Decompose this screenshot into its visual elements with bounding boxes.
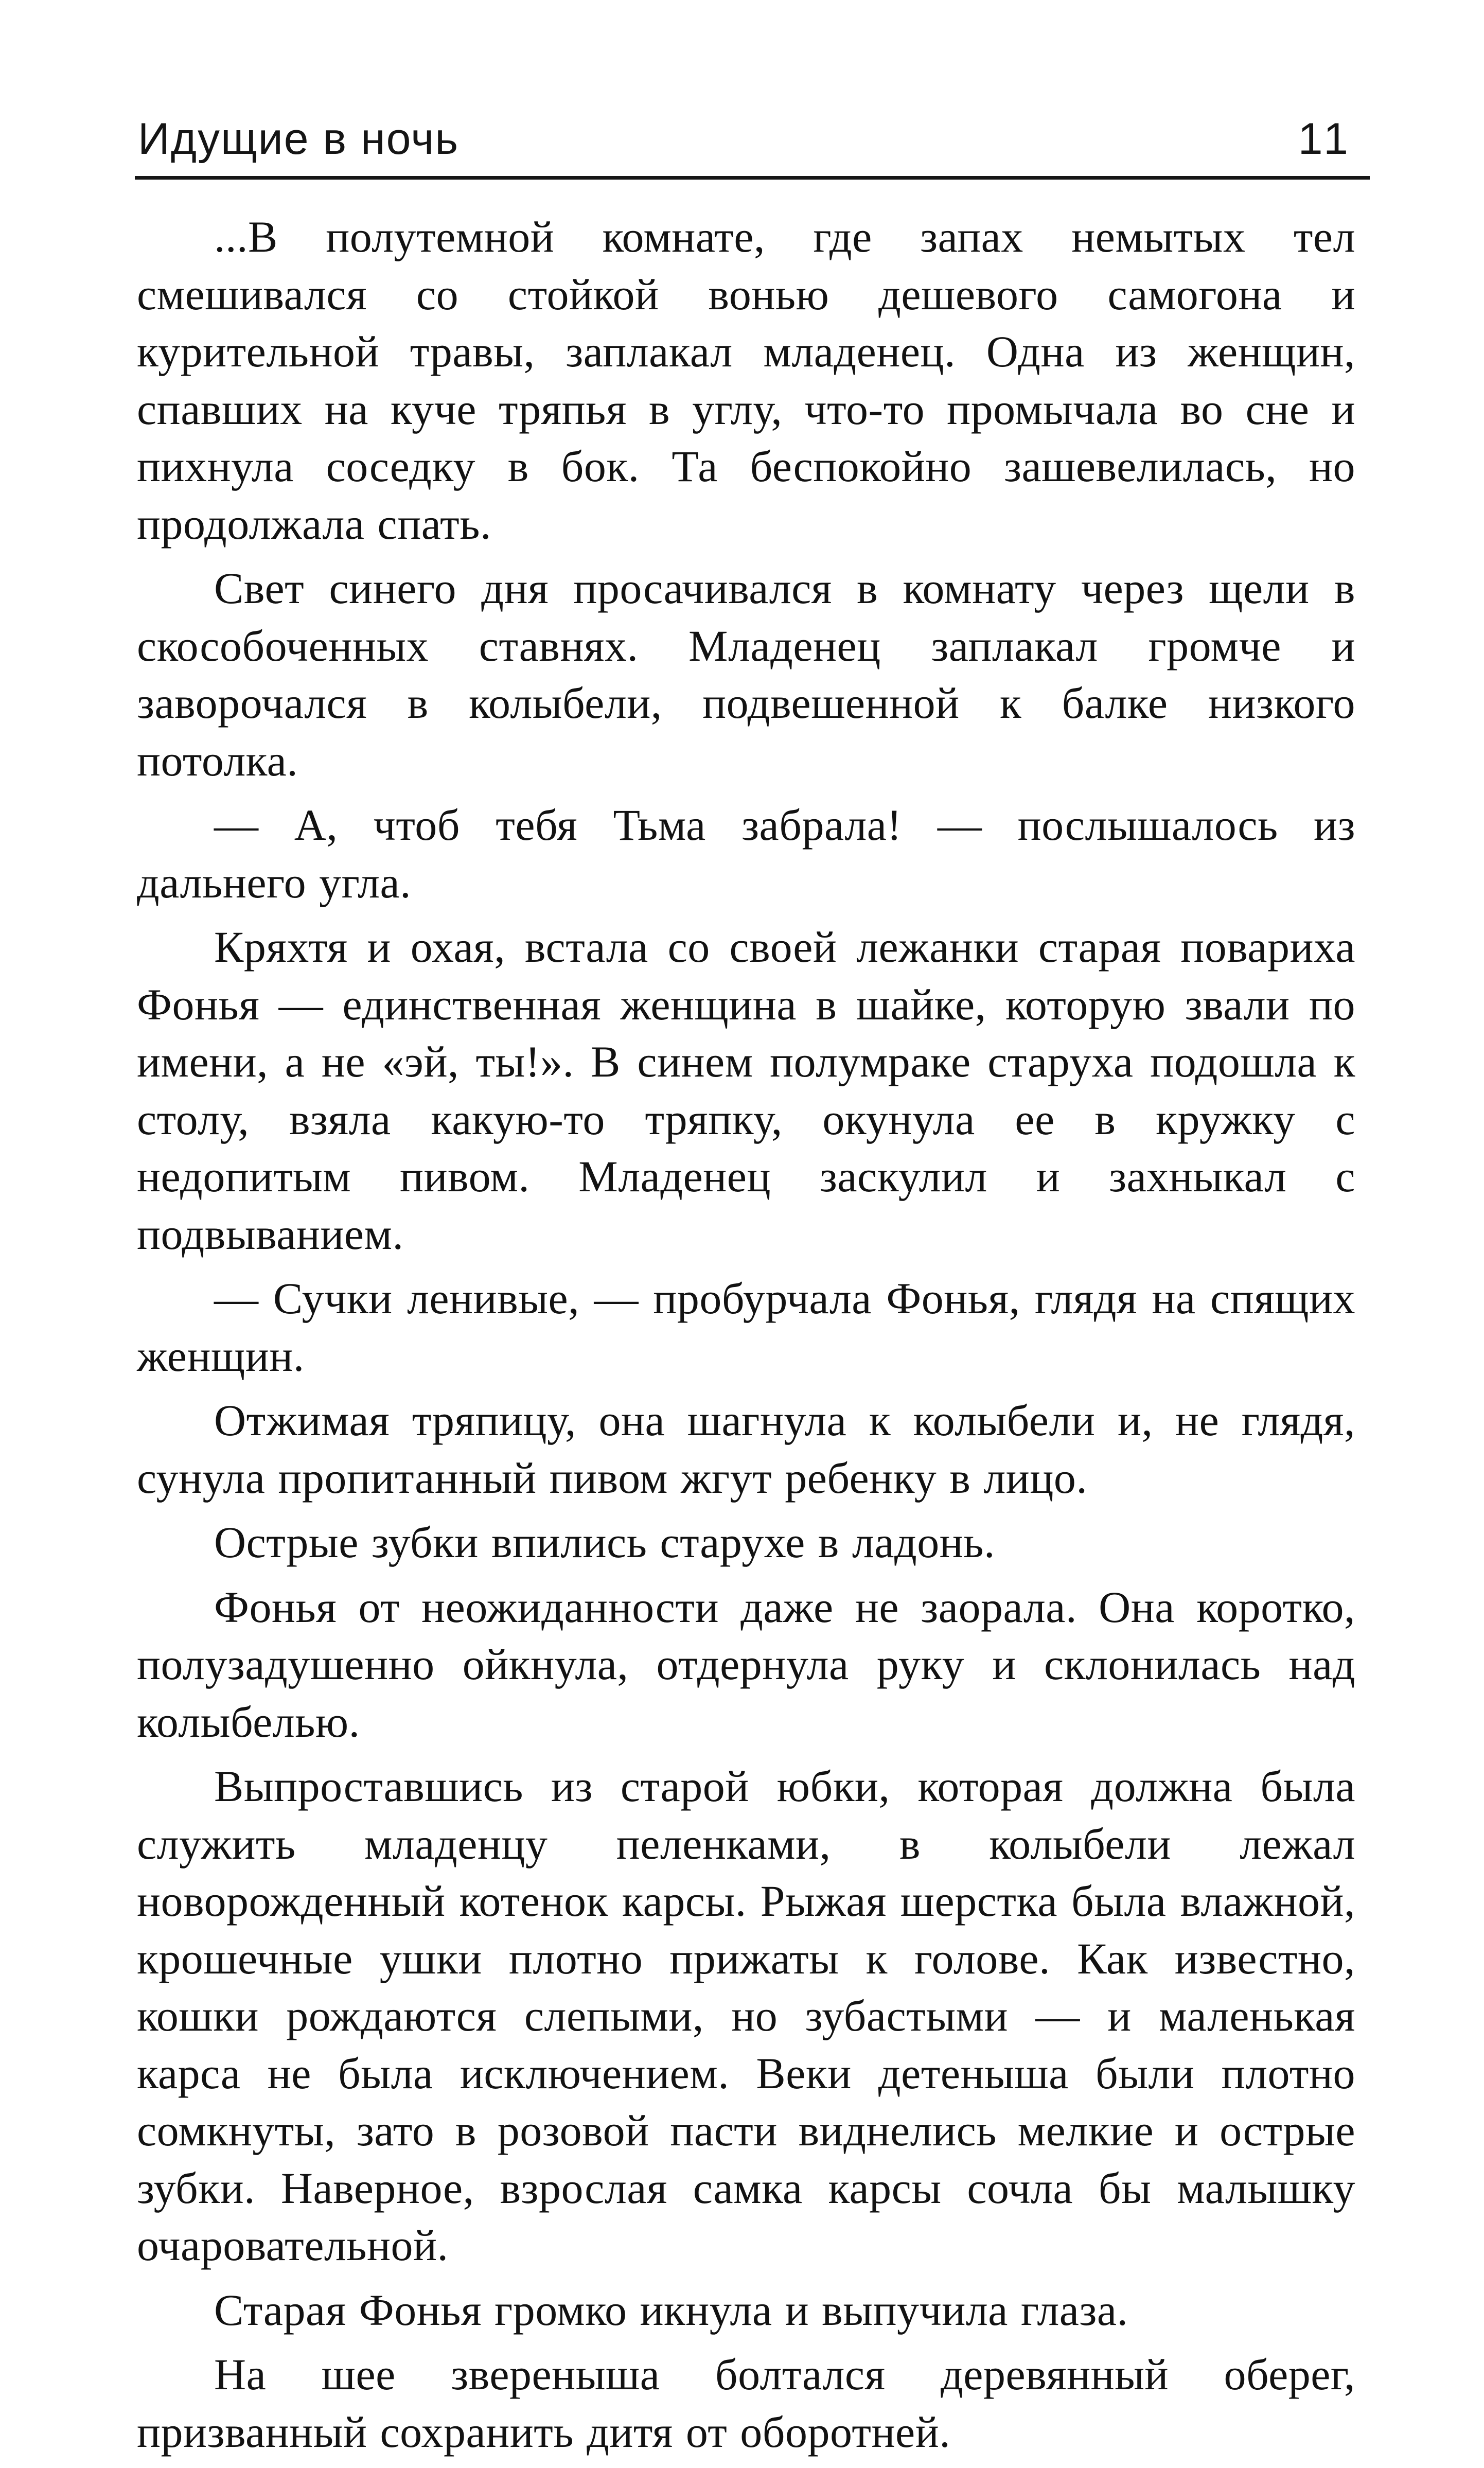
paragraph: Выпроставшись из старой юбки, которая должна была служить младенцу пеленками, в колыбели лежал новорожденный котенок карсы. Рыжая шерстка была влажной, крошечные ушки плотно прижаты к голове. Как известно, кошки рождаются слепыми, но зубастыми — и маленькая карса не была исключением. Веки детеныша были плотно сомкнуты, зато в розовой пасти виднелись мелкие и острые зубки. Наверное, взрослая самка карсы сочла бы малышку очаровательной.	[137, 1761, 1355, 2270]
paragraph: Свет синего дня просачивался в комнату через щели в скособоченных ставнях. Младенец заплакал громче и заворочался в колыбели, подвешенной к балке низкого потолка.	[137, 563, 1355, 785]
body-text	[137, 208, 1355, 2468]
paragraph: Фонья от неожиданности даже не заорала. Она коротко, полузадушенно ойкнула, отдернула руку и склонилась над колыбелью.	[137, 1582, 1355, 1747]
paragraph: Острые зубки впились старухе в ладонь.	[214, 1518, 996, 1567]
paragraph: — Сучки ленивые, — пробурчала Фонья, глядя на спящих женщин.	[137, 1274, 1355, 1381]
paragraph: ...В полутемной комнате, где запах немытых тел смешивался со стойкой вонью дешевого самогона и курительной травы, заплакал младенец. Одна из женщин, спавших на куче тряпья в углу, что-то промычала во сне и пихнула соседку в бок. Та беспокойно зашевелилась, но продолжала спать.	[137, 212, 1355, 549]
header-rule	[135, 176, 1370, 180]
running-header	[138, 108, 1368, 170]
paragraph: Отжимая тряпицу, она шагнула к колыбели и, не глядя, сунула пропитанный пивом жгут ребенку в лицо.	[137, 1396, 1355, 1503]
paragraph: Старая Фонья громко икнула и выпучила глаза.	[214, 2285, 1128, 2335]
paragraph: — А, чтоб тебя Тьма забрала! — послышалось из дальнего угла.	[137, 800, 1355, 907]
paragraph: На шее звереныша болтался деревянный оберег, призванный сохранить дитя от оборотней.	[137, 2350, 1355, 2457]
page-number: 11	[1298, 114, 1352, 164]
running-title: Идущие в ночь	[138, 114, 460, 164]
paragraph: Кряхтя и охая, встала со своей лежанки старая повариха Фонья — единственная женщина в шайке, которую звали по имени, а не «эй, ты!». В синем полумраке старуха подошла к столу, взяла какую-то тряпку, окунула ее в кружку с недопитым пивом. Младенец заскулил и захныкал с подвыванием.	[137, 922, 1355, 1259]
